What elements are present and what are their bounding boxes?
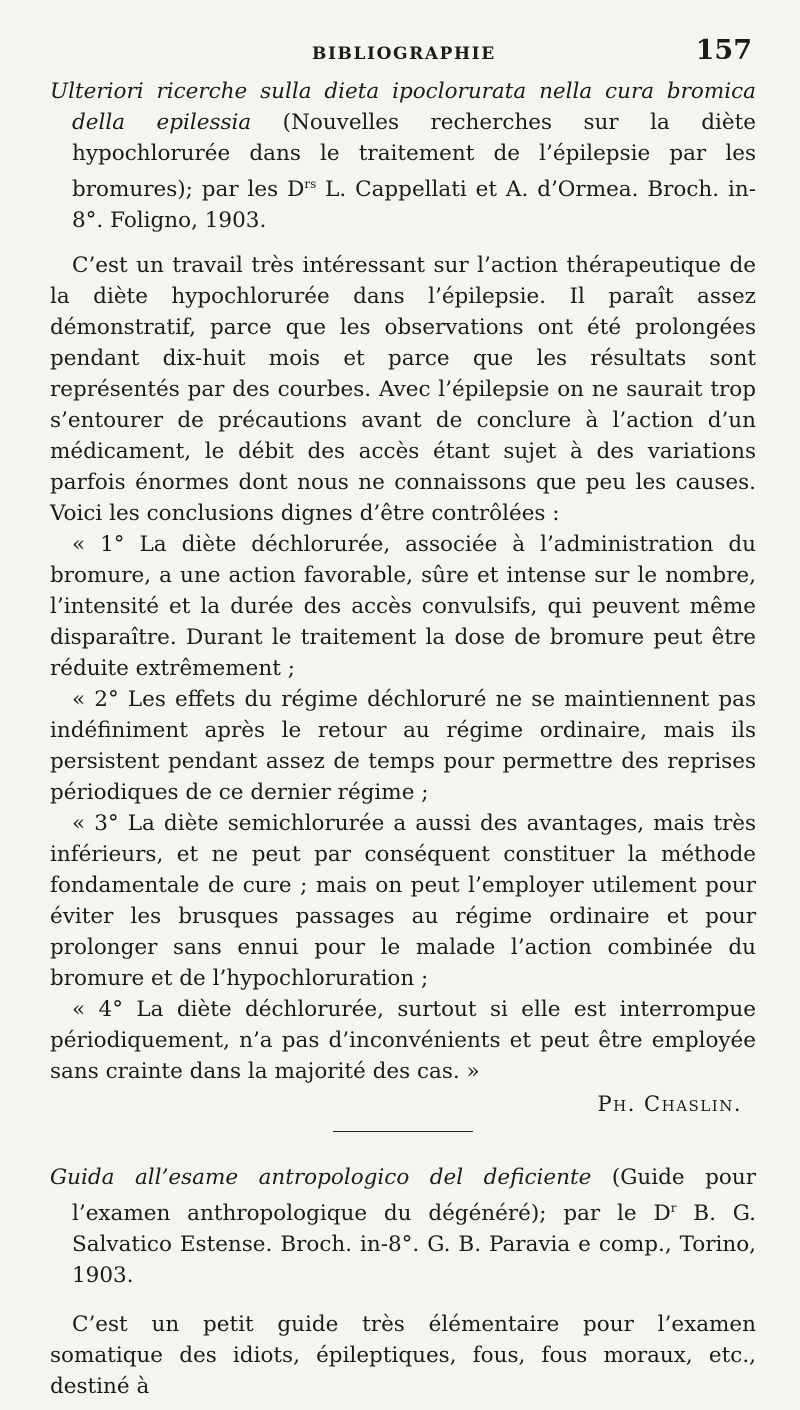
entry-1-citation-tail: L. Cappellati et A. d’Ormea. Broch. in-8°. Foligno, 1903. [72,177,756,234]
running-head-title: BIBLIOGRAPHIE [312,44,496,64]
entry-1-conclusion-3: « 3° La diète semichlorurée a aussi des avantages, mais très inférieurs, et ne peut par conséquent constituer la méthode fondamentale de cure ; mais on peut l’employer utilement pour éviter les brusques passages au régime ordinaire et pour prolonger sans ennui pour le malade l’action combinée du bromure et de l’hypochloruration ; [50,811,756,992]
entry-2-citation-text: (Guide pour l’examen anthropologique du dégénéré); par le D [72,1165,756,1227]
entry-2-citation [50,1162,756,1291]
entry-2-title: Guida all’esame antropologico del deficiente [50,1165,592,1191]
entry-2-citation-tail: B. G. Salvatico Estense. Broch. in-8°. G. B. Paravia e comp., Torino, 1903. [72,1201,756,1289]
section-divider [333,1131,473,1132]
entry-1-signature: Ph. Chaslin. [597,1092,742,1117]
entry-1-citation [50,76,756,236]
entry-2-paragraph: C’est un petit guide très élémentaire pour l’examen somatique des idiots, épileptiques, fous, fous moraux, etc., destiné à [50,1312,756,1400]
entry-1-title: Ulteriori ricerche sulla dieta ipoclorurata nella cura bromica della epilessia [50,79,756,135]
running-head [50,28,756,76]
entry-1-paragraph: C’est un travail très intéressant sur l’action thérapeutique de la diète hypochlorurée dans l’épilepsie. Il paraît assez démonstratif, parce que les observations ont été prolongées pendant dix-huit mois et parce que les résultats sont représentés par des courbes. Avec l’épilepsie on ne saurait trop s’entourer de précautions avant de conclure à l’action d’un médicament, le débit des accès étant sujet à des variations parfois énormes dont nous ne connaissons que peu les causes. Voici les conclusions dignes d’être contrôlées : [50,253,756,527]
entry-2-superscript: r [670,1201,677,1216]
entry-1-citation-text: (Nouvelles recherches sur la diète hypochlorurée dans le traitement de l’épilepsie par les bromures); par les D [72,110,756,203]
entry-1-conclusion-1: « 1° La diète déchlorurée, associée à l’administration du bromure, a une action favorable, sûre et intense sur le nombre, l’intensité et la durée des accès convulsifs, qui peuvent même disparaître. Durant le traitement la dose de bromure peut être réduite extrêmement ; [50,532,756,682]
entry-1-conclusion-4: « 4° La diète déchlorurée, surtout si elle est interrompue périodiquement, n’a pas d’inconvénients et peut être employée sans crainte dans la majorité des cas. » [50,997,756,1085]
entry-1-superscript: rs [304,177,317,191]
page-number: 157 [695,35,752,66]
entry-1-conclusion-2: « 2° Les effets du régime déchloruré ne se maintiennent pas indéfiniment après le retour au régime ordinaire, mais ils persistent pendant assez de temps pour permettre des reprises périodiques de ce dernier régime ; [50,687,756,806]
